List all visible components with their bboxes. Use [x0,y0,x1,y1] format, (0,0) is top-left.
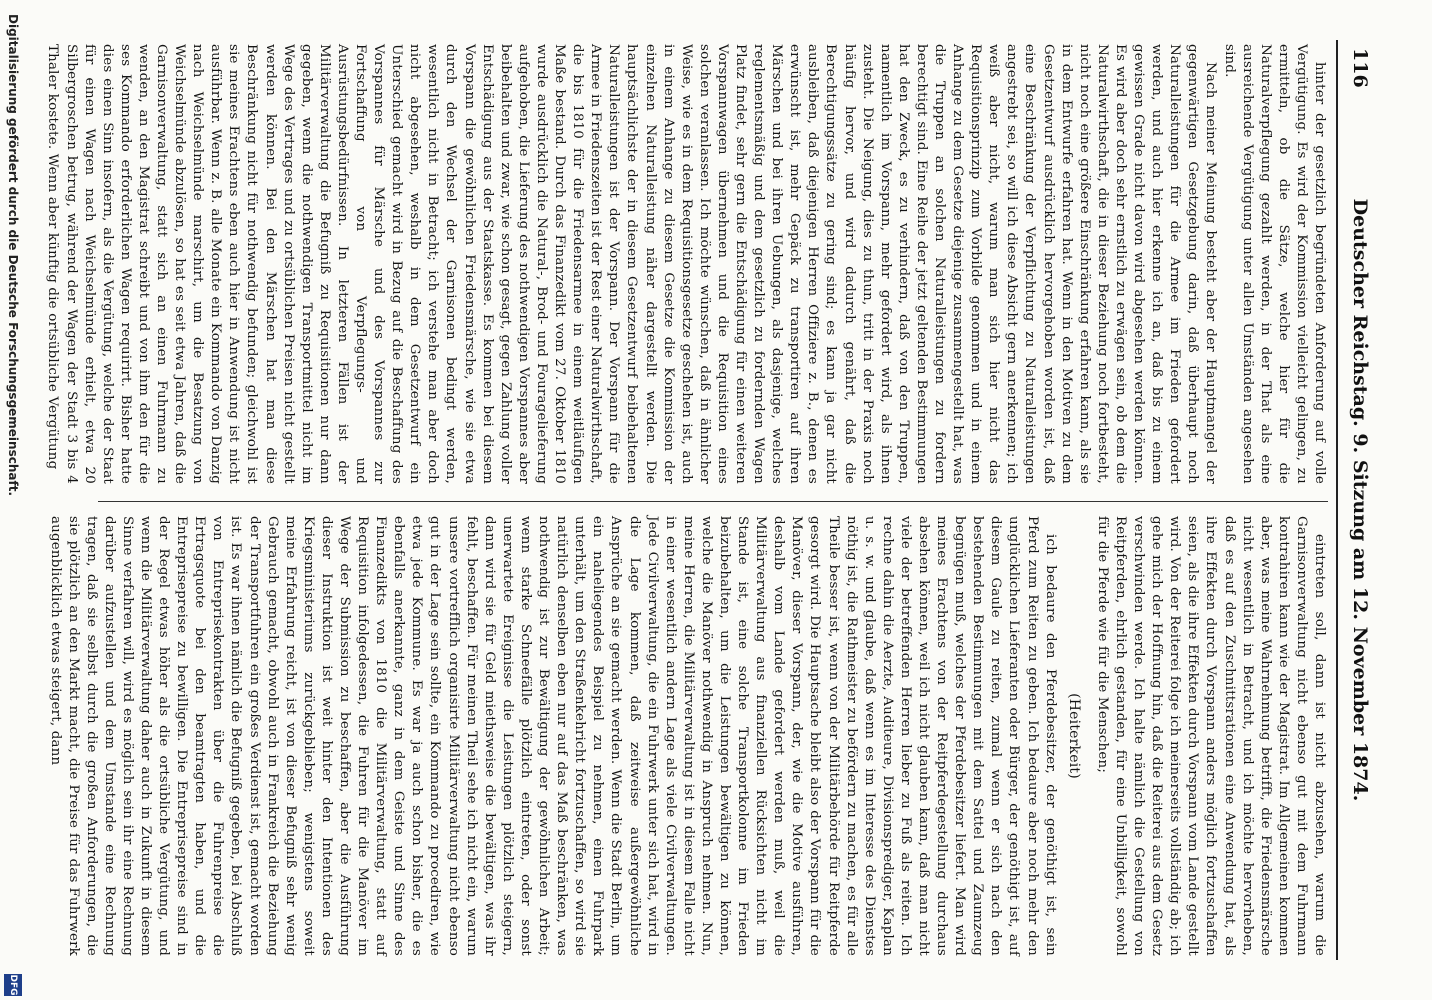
running-head: Deutscher Reichstag. 9. Sitzung am 12. November 1874. [1349,198,1371,802]
rotated-page-content [45,40,1380,960]
paragraph: hinter der gesetzlich begründeten Anforderung auf volle Vergütigung. Es wird der Kommission vielleicht gelingen, zu ermitteln, ob die Sätze, welche hier für die Naturalverpflegung gezahlt werden, in der That als eine ausreichende Vergütigung unter allen Umständen angesehen sind. [1221,44,1327,484]
digitization-note: Digitalisierung gefördert durch die Deutsche Forschungsgemeinschaft. [6,14,20,497]
interjection: (Heiterkeit) [1065,693,1082,779]
dfg-logo: DFG [4,974,22,996]
paragraph: ich bedaure den Pferdebesitzer, der genöthigt ist, sein Pferd zum Reiten zu geben. Ich bedaure aber noch mehr den unglücklichen Lieferanten oder Bürger, der genöthigt ist, auf diesem Gaule zu reiten, zumal wenn er sich nach den bestehenden Bestimmungen mit dem Sattel und Zaumzeug begnügen muß, welches der Pferdebesitzer liefert. Man wird meines Erachtens von der Reitpferdegestellung durchaus absehen können, weil ich nicht glauben kann, daß man nicht viele der betreffenden Herren lieber zu Fuß als reiten. Ich rechne dahin die Aerzte, Auditeure, Divisionsprediger, Kaplan u. s. w. und glaube, daß wenn es im Interesse des Dienstes nöthig ist, die Rathmeister zu befördern zu machen, es für alle Theile besser ist, wenn von der Militärbehörde für Reitpferde gesorgt wird. Die Hauptsache bleibt also der Vorspann für die Manöver, dieser Vorspann, der, wie die Motive ausführen, deshalb vom Lande gefordert werden muß, weil die Militärverwaltung aus finanziellen Rücksichten nicht im Stande ist, eine solche Transportkolonne im Frieden beizubehalten, um die Leistungen bewältigen zu können, welche die Manöver nothwendig in Anspruch nehmen. Nun, meine Herren, die Militärverwaltung ist in diesem Falle nicht in einer wesentlich andern Lage als viele Civilverwaltungen. Jede Civilverwaltung, die ein Fuhrwerk unter sich hat, wird in die Lage kommen, daß zeitweise außergewöhnliche Ansprüche an sie gemacht werden. Wenn die Stadt Berlin, um ein naheliegendes Beispiel zu nehmen, einen Fuhrpark unterhält, um den Straßenkehricht fortzuschaffen, so wird sie natürlich denselben eben nur auf das Maß beschränken, was nothwendig ist zur Bewältigung der gewöhnlichen Arbeit; wenn starke Schneefälle plötzlich eintreten, oder sonst unerwartete Ereignisse die Leistungen plötzlich steigern, dann wird sie für Geld miethsweise die bewältigen, was ihr fehlt, beschaffen. Für meinen Theil sehe ich nicht ein, warum unsere vortrefflich organisirte Militärverwaltung nicht ebenso gut in der Lage sein sollte, ein Kommando zu procediren, wie etwa jede Kommune. Es war ja auch schon bisher, die es ebenfalls anerkannte, ganz in dem Geiste und Sinne des Finanzedikts von 1810 die Militärverwaltung, statt auf Requisition infolgedessen, die Fuhren für die Manöver im Wege der Submission zu beschaffen, aber die Ausführung dieser Instruktion ist weit hinter den Intentionen des Kriegsministeriums zurückgeblieben; wenigstens soweit meine Erfahrung reicht, ist von dieser Befugniß sehr wenig Gebrauch gemacht, obwohl auch in Frankreich die Beziehung der Transportfuhren ein großes Verdienst ist, gemacht worden ist. Es war ihnen nämlich die Befugniß gegeben, bei Abschluß von Entreprisekontrakten über die Fuhrenpreise die Ertragsquote bei den beamtragten haben, und die Entreprisepreise zu bewilligen. Die Entreprisepreise sind in der Regel etwas höher als die ortsübliche Vergütung, und wenn die Militärverwaltung daher auch in Zukunft in diesem Sinne verfahren will, wird es möglich sein ihr eine Rechnung darüber aufzustellen und dem Umstande eine Rechnung tragen, daß sie selbst durch die großen Anforderungen, die sie plötzlich an den Markt macht, die Preise für das Fuhrwerk augenblicklich etwas steigert, dann [47,516,1058,956]
left-column [45,44,1328,484]
page-number: 116 [1349,48,1371,88]
column-divider [98,501,1328,502]
digitization-footer [0,0,28,1000]
paragraph: Nach meiner Meinung besteht aber der Hauptmangel der gegenwärtigen Gesetzgebung darin, daß überhaupt noch Naturalleistungen für die Armee im Frieden gefordert werden, und auch hier erkenne ich an, daß bis zu einem gewissen Grade nicht davon wird abgesehen werden können. Es wird aber doch sehr ernstlich zu erwägen sein, ob dem die Naturalwirthschaft, die in dieser Beziehung noch fortbesteht, nicht noch eine größere Einschränkung erfahren kann, als sie in dem Entwurfe erfahren hat. Wenn in den Motiven zu dem Gesetzentwurf ausdrücklich hervorgehoben worden ist, daß eine Beschränkung der Verpflichtung zu Naturalleistungen angestrebt sei, so will ich diese Absicht gern anerkennen; ich weiß aber nicht, warum man sich hier nicht das Requisitionsprinzip zum Vorbilde genommen und in einem Anhange zu dem Gesetze diejenige zusammengestellt hat, was die Truppen an solchen Naturalleistungen zu fordern berechtigt sind. Eine Reihe der jetzt geltenden Bestimmungen hat den Zweck, es zu verhindern, daß von den Truppen, namentlich im Vorspann, mehr gefordert wird, als ihnen zusteht. Die Neigung, dies zu thun, tritt in der Praxis noch häufig hervor, und wird dadurch genährt, daß die Berechtigungssätze zu gering sind; es kann ja gar nicht ausbleiben, daß diejenigen Herren Offiziere z. B., denen es erwünscht ist, mehr Gepäck zu transportiren auf ihren Märschen und bei ihren Uebungen, als dasjenige, welches reglementsmäßig und dem gesetzlich zu fordernden Wagen Platz findet, sehr gern die Entschädigung für einen weiteren Vorspannwagen übernehmen und die Requisition eines solchen veranlassen. Ich möchte wünschen, daß in ähnlicher Weise, wie es in dem Requisitionsgesetze geschehen ist, auch in einem Anhange zu diesem Gesetze die Kommission der einzelnen Naturalleistung näher dargestellt werden. Die hauptsächlichste der in diesem Gesetzentwurf beibehaltenen Naturalleistungen ist der Vorspann. Der Vorspann für die Armee in Friedenszeiten ist der Rest einer Naturalwirthschaft, die bis 1810 für die Friedensarmee in einem weitläufigen Maße bestand. Durch das Finanzedikt vom 27. Oktober 1810 wurde ausdrücklich die Natural-, Brod- und Fouragelieferung aufgehoben, die Lieferung des nothwendigen Vorspannes aber beibehalten und zwar, wie schon gesagt, gegen Zahlung voller Entschädigung aus der Staatskasse. Es kommen bei diesem Vorspann die gewöhnlichen Friedensmärsche, wie sie etwa durch den Wechsel der Garnisonen bedingt werden, wesentlich nicht in Betracht; ich verstehe man aber doch nicht abgesehen, weshalb in dem Gesetzentwurf ein Unterschied gemacht wird in Bezug auf die Beschaffung des Vorspannes für Märsche und des Vorspannes zur Fortschaffung von Verpflegungs- und Ausrüstungsbedürfnissen. In letzteren Fällen ist der Militärverwaltung die Befugniß zu Requisitionen nur dann gegeben, wenn die nothwendigen Transportmittel nicht im Wege des Vertrages und zu ortsüblichen Preisen nicht gestellt werden können. Bei den Märschen hat man diese Beschränkung nicht für nothwendig befunden; gleichwohl ist sie meines Erachtens eben auch hier in Anwendung ist nicht ausführbar. Wenn z. B. alle Monate ein Kommando von Danzig nach Weichselmünde marschirt, um die Besatzung von Weichselmünde abzulösen, so hat es seit etwa Jahren, daß die Garnisonverwaltung, statt sich an einen Fuhrmann zu wenden, an den Magistrat schreibt und von ihm den für die ses Kommando erforderlichen Wagen requirirt. Bisher hatte dies einen Sinn insofern, als die Vergütung, welche der Staat für einen Wagen nach Weichselmünde erhielt, etwa 20 Silbergroschen betrug, während der Wagen der Stadt 3 bis 4 Thaler kostete. Wenn aber künftig die ortsübliche Vergütung [45,44,1219,484]
paragraph: eintreten soll, dann ist nicht abzusehen, warum die Garnisonverwaltung nicht ebenso gut mit dem Fuhrmann kontrahiren kann wie der Magistrat. Im Allgemeinen kommen aber, was meine Wahrnehmung betrifft, die Friedensmärsche nicht wesentlich in Betracht, und ich möchte hervorheben, daß es auf den Zuschnittsrationen eine Anwendung hat, als ihre Effekten durch Vorspann anders möglich fortzuschaffen seien, als die ihre Effekten durch Vorspann vom Lande gestellt wird. Von der Reiterei folge ich meinerseits vollständig ab; ich gehe mich der Hoffnung hin, daß die Reiterei aus dem Gesetz verschwinden werde. Ich halte nämlich die Gestellung von Reitpferden, ehrlich gestanden, für eine Unbilligkeit, sowohl für die Pferde wie für die Menschen; [1094,516,1327,956]
page-header [1340,40,1380,960]
header-rule [1336,40,1338,960]
right-column [47,516,1328,956]
